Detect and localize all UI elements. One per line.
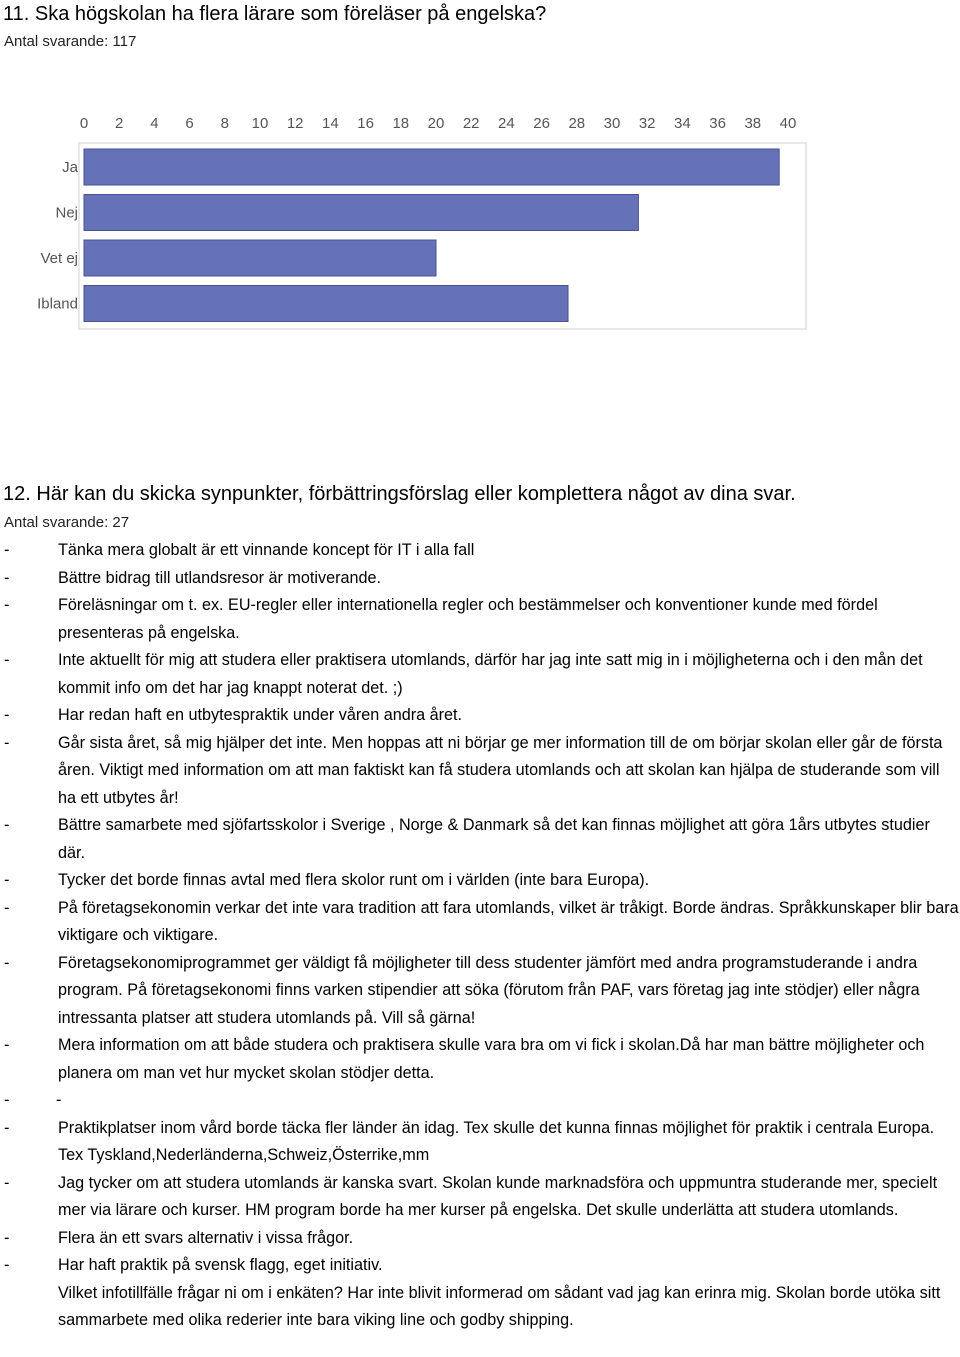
response-text: På företagsekonomin verkar det inte vara tradition att fara utomlands, vilket är tråkigt. Borde ändras. Språkkunskaper blir bara viktigare och viktigare. bbox=[58, 898, 959, 944]
bullet-dash: - bbox=[4, 1228, 10, 1247]
bullet-dash: - bbox=[4, 1091, 10, 1109]
x-tick-label: 22 bbox=[462, 115, 480, 132]
category-label: Nej bbox=[55, 204, 78, 222]
response-item bbox=[0, 1280, 960, 1335]
x-tick-label: 26 bbox=[533, 115, 550, 132]
response-item bbox=[0, 592, 960, 647]
x-tick-label: 30 bbox=[603, 115, 621, 132]
response-item bbox=[0, 730, 960, 813]
bullet-dash: - bbox=[4, 816, 10, 834]
x-tick-label: 6 bbox=[185, 115, 194, 132]
response-text: Jag tycker om att studera utomlands är kanska svart. Skolan kunde marknadsföra och uppmuntra studerande mer, specielt mer via lärare och kurser. HM program borde ha mer kurser på engelska. Det skulle underlätta att studera utomlands. bbox=[58, 1173, 938, 1219]
x-tick-label: 18 bbox=[392, 115, 410, 132]
response-item bbox=[0, 537, 960, 565]
bullet-dash: - bbox=[4, 1036, 10, 1054]
response-item bbox=[0, 1252, 960, 1280]
bullet-dash: - bbox=[4, 871, 10, 889]
bar-nej bbox=[84, 195, 638, 231]
response-item bbox=[0, 1087, 960, 1115]
x-tick-label: 8 bbox=[220, 115, 229, 132]
bullet-dash: - bbox=[4, 651, 10, 669]
x-tick-label: 14 bbox=[322, 115, 339, 132]
response-text: Bättre samarbete med sjöfartsskolor i Sverige , Norge & Danmark så det kan finnas möjlighet att göra 1års utbytes studier där. bbox=[58, 816, 930, 862]
response-text: Föreläsningar om t. ex. EU-regler eller internationella regler och bestämmelser och konventioner kunde med fördel presenteras på engelska. bbox=[58, 596, 878, 642]
response-text: Går sista året, så mig hjälper det inte. Men hoppas att ni börjar ge mer information till de om börjar skolan eller går de första åren. Viktigt med information om att man faktiskt kan få studera utomlands och att skolan kan hjälpa de studerande som vill ha ett utbytes år! bbox=[58, 733, 943, 807]
bar-chart-q11 bbox=[0, 100, 960, 340]
x-tick-label: 32 bbox=[638, 115, 656, 132]
bar-ibland bbox=[84, 286, 568, 322]
category-label: Ibland bbox=[37, 295, 78, 313]
bullet-dash: - bbox=[4, 1118, 10, 1137]
response-item bbox=[0, 895, 960, 950]
x-tick-label: 16 bbox=[357, 115, 374, 132]
bullet-dash: - bbox=[4, 596, 10, 614]
x-tick-label: 0 bbox=[79, 115, 89, 132]
response-item bbox=[0, 1225, 960, 1253]
category-label: Vet ej bbox=[40, 250, 78, 267]
x-tick-label: 24 bbox=[498, 115, 515, 132]
response-item bbox=[0, 1115, 960, 1170]
response-text: Tänka mera globalt är ett vinnande koncept för IT i alla fall bbox=[58, 541, 475, 559]
response-item bbox=[0, 812, 960, 867]
bullet-dash: - bbox=[4, 733, 10, 752]
x-tick-label: 12 bbox=[286, 115, 304, 132]
response-item bbox=[0, 1170, 960, 1225]
bullet-dash: - bbox=[4, 898, 10, 917]
response-list bbox=[0, 537, 960, 1335]
bullet-dash: - bbox=[56, 1091, 62, 1109]
bullet-dash: - bbox=[4, 568, 10, 587]
bullet-dash: - bbox=[4, 706, 10, 724]
x-tick-label: 38 bbox=[744, 115, 762, 132]
response-item bbox=[0, 950, 960, 1033]
response-text: Tycker det borde finnas avtal med flera skolor runt om i världen (inte bara Europa). bbox=[58, 871, 650, 889]
response-item bbox=[0, 1032, 960, 1087]
bullet-dash: - bbox=[4, 1256, 10, 1274]
x-tick-label: 4 bbox=[150, 115, 159, 132]
response-text: Flera än ett svars alternativ i vissa frågor. bbox=[58, 1228, 354, 1247]
response-text: Inte aktuellt för mig att studera eller praktisera utomlands, därför har jag inte satt mig in i möjligheterna och i den mån det kommit info om det har jag knappt noterat det. ;) bbox=[58, 651, 923, 697]
response-text: Har redan haft en utbytespraktik under våren andra året. bbox=[58, 706, 463, 724]
response-item bbox=[0, 867, 960, 895]
bar-ja bbox=[84, 149, 779, 185]
question-12-title: 12. Här kan du skicka synpunkter, förbättringsförslag eller komplettera något av dina svar. bbox=[3, 483, 796, 505]
bullet-dash: - bbox=[4, 1173, 10, 1192]
x-tick-label: 2 bbox=[115, 115, 124, 132]
response-item bbox=[0, 565, 960, 593]
response-text: Vilket infotillfälle frågar ni om i enkäten? Har inte blivit informerad om sådant vad jag kan erinra mig. Skolan borde utöka sitt sammarbete med olika rederier inte bara viking line och godby shipping. bbox=[58, 1283, 941, 1329]
x-tick-label: 40 bbox=[779, 115, 797, 132]
question-11-respondent-count: Antal svarande: 117 bbox=[4, 33, 137, 50]
x-tick-label: 36 bbox=[709, 115, 726, 132]
x-tick-label: 28 bbox=[568, 115, 586, 132]
question-12-respondent-count: Antal svarande: 27 bbox=[4, 514, 130, 531]
response-text: Har haft praktik på svensk flagg, eget initiativ. bbox=[58, 1256, 383, 1274]
bullet-dash: - bbox=[4, 953, 10, 972]
x-tick-label: 20 bbox=[427, 115, 445, 132]
x-tick-label: 10 bbox=[251, 115, 269, 132]
response-text: Praktikplatser inom vård borde täcka fler länder än idag. Tex skulle det kunna finnas möjlighet för praktik i centrala Europa. Tex Tyskland,Nederländerna,Schweiz,Österrike,mm bbox=[58, 1118, 935, 1164]
response-text: Mera information om att både studera och praktisera skulle vara bra om vi fick i skolan.Då har man bättre möjligheter och planera om man vet hur mycket skolan stödjer detta. bbox=[58, 1036, 925, 1082]
response-text: Företagsekonomiprogrammet ger väldigt få möjligheter till dess studenter jämfört med andra programstuderande i andra program. På företagsekonomi finns varken stipendier att söka (förutom från PAF, vars företag jag inte stödjer) eller några intressanta platser att studera utomlands på. Vill så gärna! bbox=[58, 953, 920, 1027]
bar-vet-ej bbox=[84, 240, 436, 276]
category-label: Ja bbox=[62, 159, 78, 176]
x-tick-label: 34 bbox=[674, 115, 691, 132]
bullet-dash: - bbox=[4, 541, 10, 559]
response-item bbox=[0, 647, 960, 702]
response-text: Bättre bidrag till utlandsresor är motiverande. bbox=[58, 568, 382, 587]
response-item bbox=[0, 702, 960, 730]
question-11-title: 11. Ska högskolan ha flera lärare som föreläser på engelska? bbox=[3, 3, 547, 25]
